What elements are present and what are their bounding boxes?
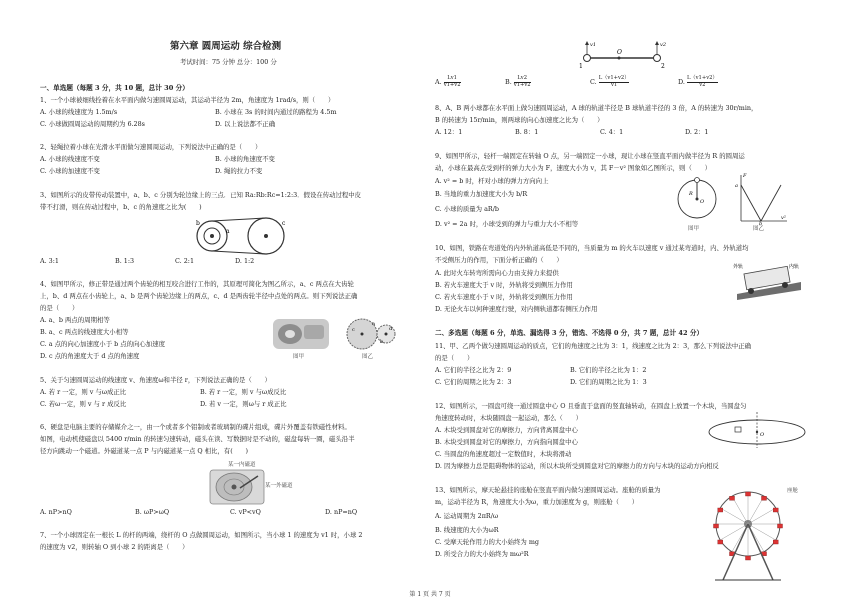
railway-curve-figure [733,260,805,300]
question-3-stem-line1: 3、如图所示的皮带传动装置中，a、b、c 分别为轮边缘上的三点．已知 Ra:Rb:Rc=1:2:3．假设在传动过程中皮 [40,191,362,199]
svg-text:a: a [735,183,738,189]
question-8-stem-line2: B 的转速为 15r/min，则两球的向心加速度之比为（ ） [435,116,604,124]
q9-figure-caption-jia: 图甲 [688,226,700,232]
figure-caption-jia: 图甲 [293,354,305,360]
cabin-label: 座舱 [787,488,799,494]
ball-2-label: 2 [661,63,665,70]
question-6-stem-line2: 如图，电动机使磁盘以 5400 r/min 的转速匀速转动，磁头在读、写数据时是不动的，磁盘每转一圈，磁头沿半 [40,435,355,443]
question-6-stem-line1: 6、硬盘是电脑主要的存储媒介之一，由一个或者多个铝制或者玻璃制的碟片组成，碟片外覆盖有铁磁性材料。 [40,423,351,431]
question-1-option-b: B. 小球在 3s 的时间内通过的路程为 4.5m [215,108,337,116]
question-3-option-b: B. 1:3 [115,257,135,265]
question-6-option-d: D. nP=nQ [325,508,358,516]
question-8-option-b: B. 8：1 [515,128,539,136]
rod-two-balls-figure [577,38,667,70]
question-3-option-c: C. 2:1 [175,257,195,265]
exam-info: 考试时间：75 分钟 总分：100 分 [180,58,277,66]
question-5-option-d: D. 若 v 一定，则ω与 r 成正比 [200,400,287,408]
question-13-option-b: B. 线速度的大小为ωR [435,526,499,534]
question-8-option-a: A. 12：1 [435,128,463,136]
question-11-option-c: C. 它们的周期之比为 2：3 [435,378,512,386]
question-10-option-a: A. 此时火车转弯所需向心力由支持力来提供 [435,269,559,277]
rod-circle-figure [675,173,720,225]
wheel-cabin [718,540,723,544]
question-11-option-b: B. 它们的半径之比为 1：2 [570,366,647,374]
question-12-option-c: C. 当圆盘的角速度超过一定数值时，木块将滑动 [435,450,572,458]
hard-disk-label-outer: 某一外磁道 [265,483,293,489]
question-3-option-d: D. 1:2 [235,257,255,265]
question-8-option-c: C. 4：1 [600,128,624,136]
question-1-stem: 1、一个小球被细线拴着在水平面内做匀速圆周运动，其运动半径为 2m，角速度为 1rad/s，则（ ） [40,96,335,104]
section-heading-single-choice: 一、单选题（每题 3 分，共 10 题，总计 30 分） [40,84,189,92]
question-1-option-c: C. 小球做圆周运动的周期约为 6.28s [40,120,145,128]
question-6-stem-line3: 径方向跳动一个磁道。外磁道某一点 P 与内磁道某一点 Q 相比，有( ) [40,447,248,455]
rotating-disk-figure [705,410,815,450]
outer-rail-label: 外轨 [733,264,744,270]
question-4-option-b: B. a、c 两点的线速度大小相等 [40,328,129,336]
page-footer: 第 1 页 共 7 页 [409,591,451,598]
question-10-stem-line1: 10、如图，铁路在弯道处的内外轨道高低是不同的，当质量为 m 的火车以速度 v 通过某弯道时，内、外轨道均 [435,244,749,252]
question-10-option-b: B. 若火车速度大于 v 时，外轨将受到侧压力作用 [435,281,573,289]
svg-text:v²: v² [781,215,786,221]
wheel-spoke [748,508,776,524]
hard-disk-label-inner: 某一内磁道 [228,462,256,468]
correction-tape-photo [272,315,332,353]
question-1-option-d: D. 以上说法都不正确 [215,120,276,128]
section-heading-multi-choice: 二、多选题（每题 6 分，单选、漏选得 3 分，错选、不选得 0 分，共 7 题，总计 42 分） [435,329,704,337]
question-2-option-d: D. 绳的拉力不变 [215,167,263,175]
question-6-option-c: C. vP<vQ [230,508,261,516]
svg-text:b: b [380,339,384,345]
ferris-wheel [714,492,783,560]
question-7-option-b: B. $\frac{Lv2}{v1+v2}$ [505,75,531,88]
question-4-option-d: D. c 点的角速度大于 d 点的角速度 [40,352,140,360]
question-8-stem-line1: 8、A、B 两小球都在水平面上做匀速圆周运动，A 球的轨道半径是 B 球轨道半径的 3 倍，A 的转速为 30r/min， [435,104,758,112]
question-7-option-d: D. $\frac{L(v1+v2)}{v2}$ [678,75,718,88]
page-title: 第六章 圆周运动 综合检测 [170,41,282,52]
wheel-cabin [778,524,783,528]
question-7-option-c: C. $\frac{L(v1+v2)}{v1}$ [590,75,630,88]
question-4-stem-line3: 的是（ ） [40,304,79,312]
q9-figure-caption-yi: 图乙 [753,226,765,232]
question-2-option-b: B. 小球的角速度不变 [215,155,275,163]
question-5-option-b: B. 若 r 一定，则 v 与ω成反比 [200,388,287,396]
question-2-option-c: C. 小球的加速度不变 [40,167,100,175]
wheel-cabin [714,524,719,528]
question-12-stem-line2: 角速度转动时，木块随圆盘一起运动，那么（ ） [435,414,582,422]
v1-label: v1 [590,42,597,48]
svg-text:O: O [760,432,765,438]
question-9-option-c: C. 小球的质量为 aR/b [435,205,499,213]
question-6-option-b: B. ωP>ωQ [135,508,170,516]
gear-diagram [340,315,400,353]
svg-text:d: d [389,326,393,332]
v2-label: v2 [660,42,667,48]
wheel-cabin [773,540,778,544]
question-9-stem-line2: 动，小球在最高点受到杆的弹力大小为 F，速度大小为 v，其 F－v² 图象如乙图所示，则（ ） [435,164,712,172]
question-5-option-a: A. 若 r 一定，则 v 与ω成正比 [40,388,127,396]
question-13-option-d: D. 所受合力的大小始终为 mω²R [435,550,529,558]
question-3-option-a: A. 3:1 [40,257,59,265]
question-9-option-b: B. 当地的重力加速度大小为 b/R [435,190,528,198]
ferris-wheel-figure [711,480,785,582]
svg-text:R: R [689,191,693,197]
question-4-stem-line1: 4、如图甲所示，修正带是通过两个齿轮的相互咬合进行工作的，其原理可简化为图乙所示，a、c 两点在大齿轮 [40,280,354,288]
question-11-stem-line2: 的是（ ） [435,354,474,362]
question-11-option-a: A. 它们的半径之比为 2：9 [435,366,512,374]
question-10-stem-line2: 不受侧压力的作用，下面分析正确的（ ） [435,256,563,264]
pivot-label: O [617,49,622,56]
wheel-cabin [762,496,767,500]
question-12-stem-line1: 12、如图所示，一圆盘可绕一通过圆盘中心 O 且垂直于盘面的竖直轴转动，在圆盘上放置一个木块，当圆盘匀 [435,402,747,410]
svg-text:c: c [352,327,355,333]
question-4-option-a: A. a、b 两点的周期相等 [40,316,110,324]
wheel-cabin [730,496,735,500]
ball-1-label: 1 [579,63,583,70]
question-10-option-c: C. 若火车速度小于 v 时，外轨将受到侧压力作用 [435,293,573,301]
svg-text:O: O [700,199,705,205]
question-1-option-a: A. 小球的线速度为 1.5m/s [40,108,118,116]
question-5-stem: 5、关于匀速圆周运动的线速度 v、角速度ω和半径 r，下列说法正确的是（ ） [40,376,271,384]
wheel-cabin [746,556,751,560]
question-3-stem-line2: 带不打滑，则在传动过程中，b、c 的角速度之比为( ) [40,203,202,211]
svg-text:b: b [759,221,763,226]
question-2-stem: 2、轻绳拉着小球在光滑水平面做匀速圆周运动，下列说法中正确的是（ ） [40,143,262,151]
svg-text:F: F [743,173,747,179]
question-6-option-a: A. nP>nQ [40,508,72,516]
wheel-cabin [773,508,778,512]
question-10-option-d: D. 无论火车以何种速度行驶，对内侧轨道都有侧压力作用 [435,305,598,313]
svg-text:c: c [282,220,286,227]
question-7-stem-line1: 7、一个小球固定在一根长 L 的杆的两端，绕杆的 O 点做圆周运动，如图所示，当小球 1 的速度为 v1 时，小球 2 [40,531,363,539]
question-13-option-c: C. 受摩天轮作用力的大小始终为 mg [435,538,539,546]
question-11-stem: 11、甲、乙两个做匀速圆周运动的质点，它们的角速度之比为 3：1，线速度之比为 2：3，那么下列说法中正确 [435,342,752,350]
question-12-option-b: B. 木块受到圆盘对它的摩擦力，方向指向圆盘中心 [435,438,578,446]
question-11-option-d: D. 它们的周期之比为 1：3 [570,378,647,386]
force-velocity-graph [735,171,790,226]
wheel-cabin [718,508,723,512]
inner-rail-label: 内轨 [789,264,800,270]
svg-text:a: a [226,228,230,235]
question-4-option-c: C. a 点的向心加速度小于 b 点的向心加速度 [40,340,165,348]
question-7-stem-line2: 的速度为 v2，则转轴 O 到小球 2 的距离是（ ） [40,543,189,551]
question-13-option-a: A. 运动周期为 2πR/ω [435,512,499,520]
question-9-option-a: A. v² = b 时，杆对小球的弹力方向向上 [435,177,549,185]
question-12-option-a: A. 木块受到圆盘对它的摩擦力，方向背离圆盘中心 [435,426,578,434]
question-13-stem-line1: 13、如图所示，摩天轮悬挂的座舱在竖直平面内做匀速圆周运动。座舱的质量为 [435,486,661,494]
question-9-option-d: D. v² = 2a 时，小球受到的弹力与重力大小不相等 [435,220,579,228]
question-12-option-d: D. 因为摩擦力总是阻碍物体的运动，所以木块所受到圆盘对它的摩擦力的方向与木块的运动方向相反 [435,462,719,470]
question-2-option-a: A. 小球的线速度不变 [40,155,100,163]
question-9-stem-line1: 9、如图甲所示，轻杆一端固定在转轴 O 点，另一端固定一小球，现让小球在竖直平面内做半径为 R 的圆周运 [435,152,745,160]
belt-drive-figure [190,213,295,255]
question-8-option-d: D. 2：1 [685,128,709,136]
hard-disk-figure [208,468,268,506]
figure-caption-yi: 图乙 [362,354,374,360]
question-7-option-a: A. $\frac{Lv1}{v1+v2}$ [435,75,461,88]
wheel-spoke [720,508,748,524]
svg-text:a: a [372,321,375,327]
question-4-stem-line2: 上，b、d 两点在小齿轮上，a、b 是两个齿轮边缘上的两点，c、d 是两齿轮半径中点处的两点。则下列说法正确 [40,292,358,300]
question-13-stem-line2: m，运动半径为 R，角速度大小为ω，重力加速度为 g，则座舱（ ） [435,498,639,506]
svg-text:b: b [196,220,200,227]
question-5-option-c: C. 若ω一定，则 v 与 r 成反比 [40,400,127,408]
wheel-cabin [746,492,751,496]
